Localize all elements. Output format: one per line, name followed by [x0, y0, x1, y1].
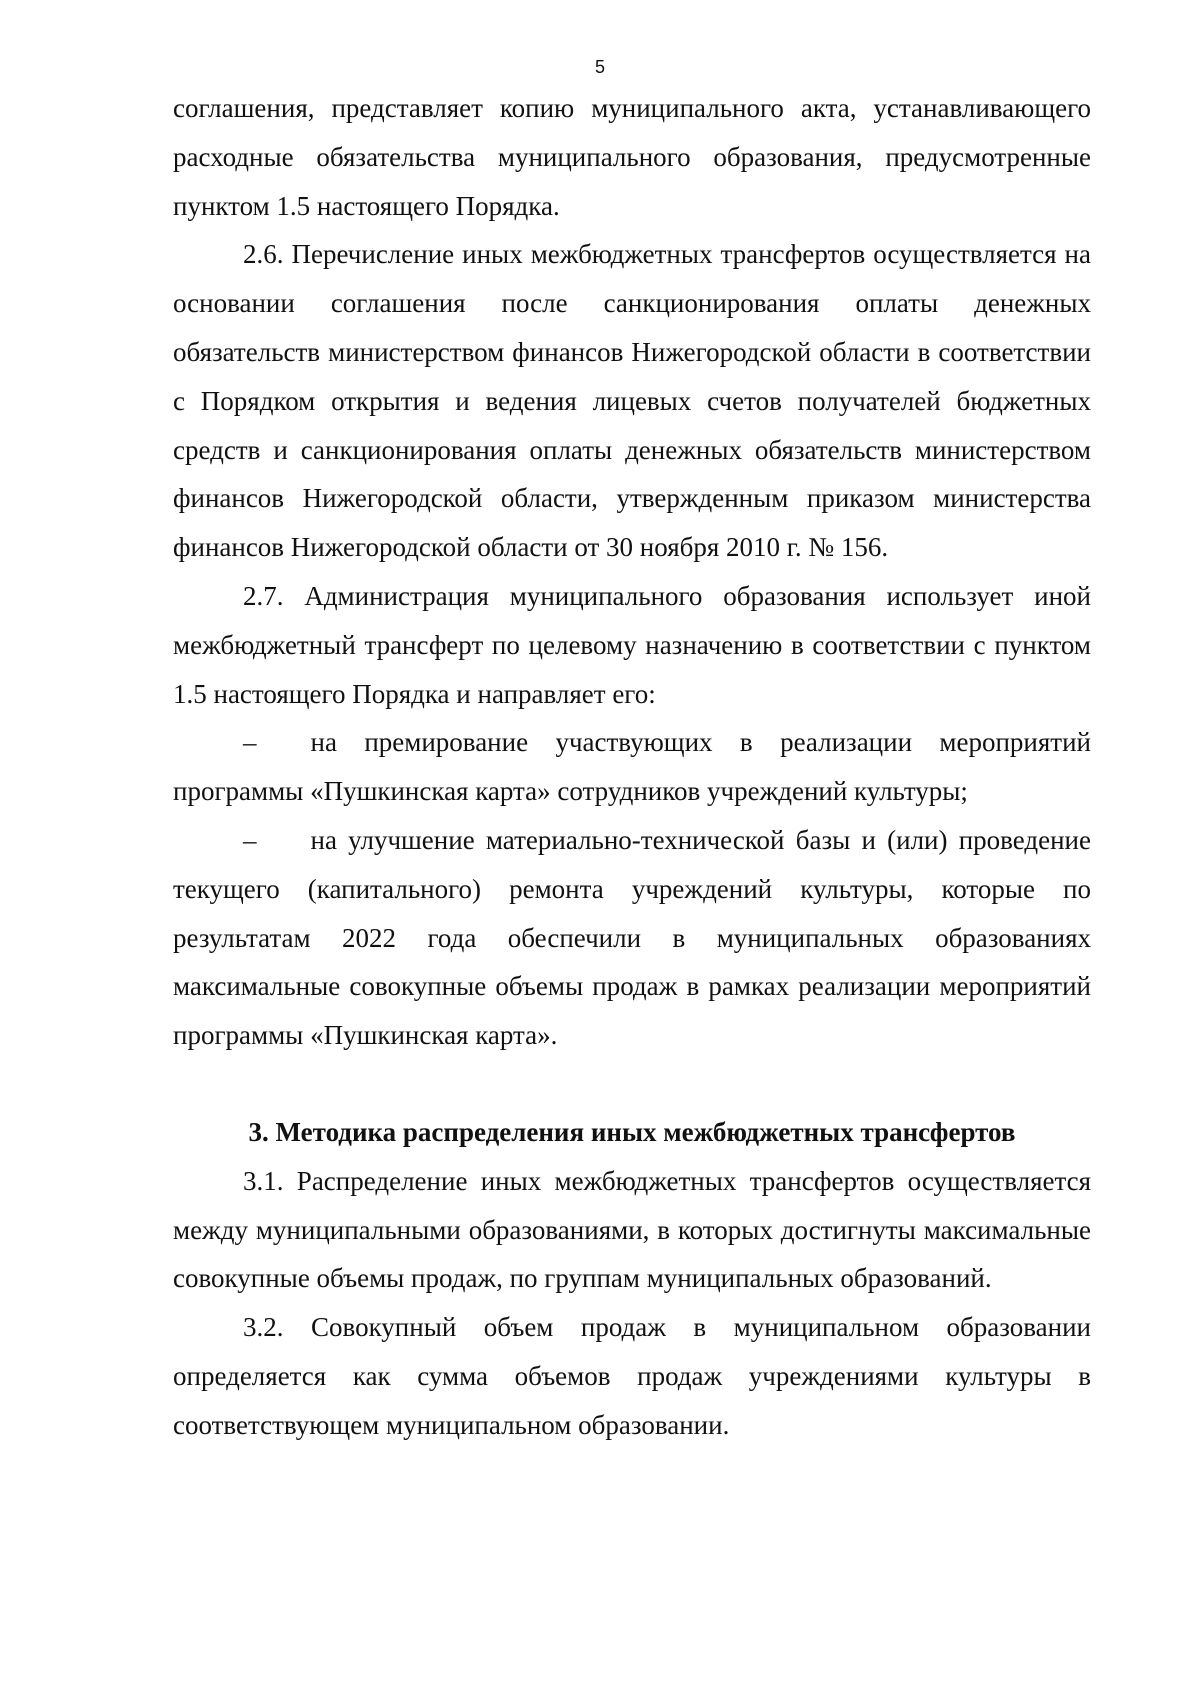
paragraph-2-6: 2.6. Перечисление иных межбюджетных трансфертов осуществляется на основании соглашения после санкционирования оплаты денежных обязательств министерством финансов Нижегородской области в соответствии с Порядком открытия и ведения лицевых счетов получателей бюджетных средств и санкционирования оплаты денежных обязательств министерством финансов Нижегородской области, утвержденным приказом министерства финансов Нижегородской области от 30 ноября 2010 г. № 156. — [173, 239, 1091, 563]
page-number: 5 — [594, 57, 605, 77]
paragraph-3-1: 3.1. Распределение иных межбюджетных трансфертов осуществляется между муниципальными образованиями, в которых достигнуты максимальные совокупные объемы продаж, по группам муниципальных образований. — [173, 1165, 1091, 1294]
paragraph-continuation: соглашения, представляет копию муниципального акта, устанавливающего расходные обязательства муниципального образования, предусмотренные пунктом 1.5 настоящего Порядка. — [173, 93, 1091, 221]
paragraph-3-2: 3.2. Совокупный объем продаж в муниципальном образовании определяется как сумма объемов продаж учреждениями культуры в соответствующем муниципальном образовании. — [173, 1312, 1091, 1440]
section-heading-3: 3. Методика распределения иных межбюджетных трансфертов — [248, 1116, 1016, 1147]
document-body — [173, 84, 1091, 1450]
list-item-bonus: – на премирование участвующих в реализации мероприятий программы «Пушкинская карта» сотрудников учреждений культуры; — [173, 727, 1091, 807]
paragraph-2-7: 2.7. Администрация муниципального образования использует иной межбюджетный трансферт по целевому назначению в соответствии с пунктом 1.5 настоящего Порядка и направляет его: — [173, 580, 1091, 709]
list-item-repair: – на улучшение материально-технической базы и (или) проведение текущего (капитального) ремонта учреждений культуры, которые по результатам 2022 года обеспечили в муниципальных образованиях максимальные совокупные объемы продаж в рамках реализации мероприятий программы «Пушкинская карта». — [173, 824, 1091, 1051]
